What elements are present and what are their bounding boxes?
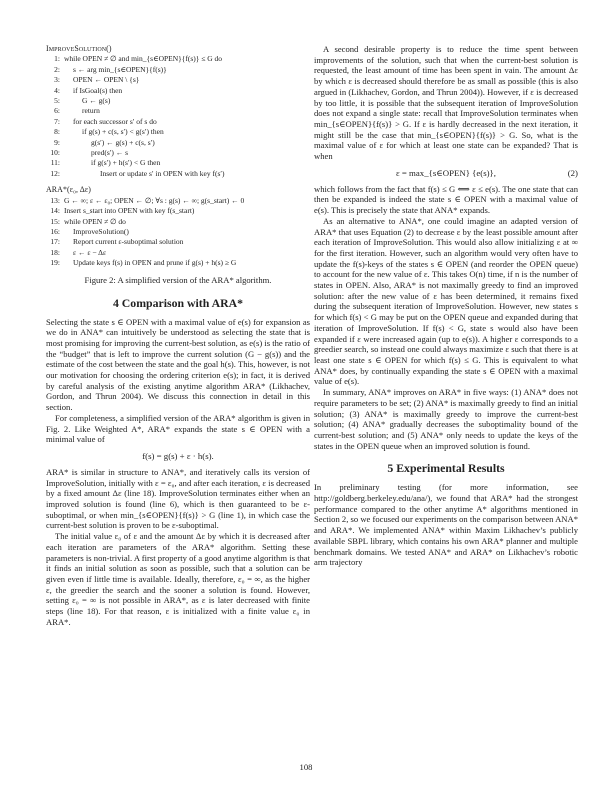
algorithm-line bbox=[46, 237, 310, 247]
line-number: 4: bbox=[54, 85, 60, 95]
line-text: while OPEN ≠ ∅ do bbox=[64, 216, 126, 226]
line-number: 17: bbox=[50, 237, 60, 247]
paragraph: In summary, ANA* improves on ARA* in five ways: (1) ANA* does not require parameters to be set; (2) ANA* is maximally greedy to find an initial solution; (3) ANA* is maximally greedy to improve the current-best solution; (4) ANA* gradually decreases the suboptimality bound of the current-best solution; and (5) ANA* only needs to update the keys of the states in the OPEN queue when an improved solution is found. bbox=[314, 387, 578, 451]
line-text: if g(s) + c(s, s′) < g(s′) then bbox=[82, 127, 164, 137]
section-title-comparison: 4 Comparison with ARA* bbox=[112, 295, 244, 310]
algorithm-line bbox=[46, 169, 310, 179]
line-text: Update keys f(s) in OPEN and prune if g(s) + h(s) ≥ G bbox=[73, 258, 237, 268]
line-text: while OPEN ≠ ∅ and min_{s∈OPEN}{f(s)} ≤ G do bbox=[64, 54, 223, 64]
line-text: ImproveSolution() bbox=[73, 226, 129, 236]
algorithm-line bbox=[46, 258, 310, 268]
line-text: pred(s′) ← s bbox=[91, 148, 129, 158]
algorithm-line bbox=[46, 117, 310, 127]
line-number: 5: bbox=[54, 96, 60, 106]
left-column bbox=[46, 44, 310, 628]
section-title-experimental: 5 Experimental Results bbox=[387, 461, 505, 476]
improve-solution-title: ImproveSolution() bbox=[46, 44, 112, 53]
algorithm-line bbox=[46, 206, 310, 216]
line-text: for each successor s′ of s do bbox=[73, 116, 157, 126]
line-number: 7: bbox=[54, 116, 60, 126]
line-number: 14: bbox=[50, 206, 60, 216]
line-number: 1: bbox=[54, 54, 60, 64]
equation-f: f(s) = g(s) + ε · h(s). bbox=[142, 450, 214, 461]
line-number: 18: bbox=[50, 247, 60, 257]
line-number: 15: bbox=[50, 216, 60, 226]
line-text: G ← ∞; ε ← ε₀; OPEN ← ∅; ∀s : g(s) ← ∞; g(s_start) ← 0 bbox=[64, 195, 245, 205]
line-number: 3: bbox=[54, 75, 60, 85]
line-number: 10: bbox=[50, 148, 60, 158]
algorithm-line bbox=[46, 65, 310, 75]
line-text: s ← arg min_{s∈OPEN}{f(s)} bbox=[73, 64, 167, 74]
line-number: 19: bbox=[50, 258, 60, 268]
paragraph: which follows from the fact that f(s) ≤ G ⟺ ε ≤ e(s). The one state that can then be expanded is indeed the state s ∈ OPEN with a maximal value of e(s). This is precisely the state that ANA* expands. bbox=[314, 183, 578, 216]
ara-lines bbox=[46, 196, 310, 269]
algorithm-line bbox=[46, 54, 310, 64]
algorithm-line bbox=[46, 127, 310, 137]
algorithm-line bbox=[46, 196, 310, 206]
line-text: if g(s′) + h(s′) < G then bbox=[91, 158, 161, 168]
line-number: 2: bbox=[54, 64, 60, 74]
algorithm-line bbox=[46, 138, 310, 148]
algorithm-line bbox=[46, 106, 310, 116]
improve-solution-lines bbox=[46, 54, 310, 179]
equation-number: (2) bbox=[567, 167, 578, 178]
algorithm-line bbox=[46, 248, 310, 258]
line-text: Insert or update s′ in OPEN with key f(s′) bbox=[100, 168, 225, 178]
line-number: 16: bbox=[50, 226, 60, 236]
line-text: if IsGoal(s) then bbox=[73, 85, 123, 95]
paragraph: The initial value ε₀ of ε and the amount Δε by which it is decreased after each iteration are parameters of the ARA* algorithm. Setting these parameters is non-trivial. A first property of a good anytime algorithm is that it finds an initial solution as soon as possible, such that a solution can be given even if little time is available. Ideally, therefore, ε₀ = ∞, as the higher ε, the greedier the search and the sooner a solution is found. However, setting ε₀ = ∞ is not possible in ARA*, as ε is later decreased with finite steps (line 18). For that reason, ε is initialized with a finite value ε₀ in ARA*. bbox=[46, 531, 310, 627]
algorithm-line bbox=[46, 148, 310, 158]
paragraph: A second desirable property is to reduce the time spent between improvements of the solution, such that when the current-best solution is requested, the least amount of time has been spent in vain. The amount Δε by which ε is decreased should therefore be as small as possible (this is also argued in (Likhachev, Gordon, and Thrun 2004)). However, if ε is decreased by too little, it is possible that the subsequent iteration of ImproveSolution does not expand a single state: recall that ImproveSolution terminates when min_{s∈OPEN}{f(s)} > G. If ε is hardly decreased in the next iteration, it might still be the case that min_{s∈OPEN}{f(s)} > G. So, what is the maximal value of ε for which at least one state can be expanded? That is when bbox=[314, 44, 578, 162]
paragraph: As an alternative to ANA*, one could imagine an adapted version of ARA* that uses Equation (2) to decrease ε by the least possible amount after each iteration of ImproveSolution. This would also allow initializing ε at ∞ for the first iteration. However, such an algorithm would very often have to update the f(s)-keys of the states s ∈ OPEN (and reorder the OPEN queue) to account for the new value of ε. This takes O(n) time, if n is the number of states in OPEN. Also, ARA* is not maximally greedy to find an improved solution: after the new value of ε has been determined, it remains fixed during the subsequent iteration of ImproveSolution. However, new states s for which f(s) < G may be put on the OPEN queue and expanded during that iteration of ImproveSolution. If f(s) < G, state s would also have been expanded if ε were increased again (up to e(s)). A higher ε corresponds to a greedier search, so instead one could always maximize ε such that there is at least one state s ∈ OPEN for which f(s) ≤ G. This is equivalent to what ANA* does, by continually expanding the state s ∈ OPEN with a maximal value of e(s). bbox=[314, 215, 578, 387]
line-text: g(s′) ← g(s) + c(s, s′) bbox=[91, 137, 155, 147]
line-number: 6: bbox=[54, 106, 60, 116]
algorithm-line bbox=[46, 75, 310, 85]
equation-2 bbox=[314, 167, 578, 179]
line-number: 8: bbox=[54, 127, 60, 137]
line-text: return bbox=[82, 106, 100, 116]
line-text: G ← g(s) bbox=[82, 96, 111, 106]
algorithm-line bbox=[46, 86, 310, 96]
algorithm-listing bbox=[46, 44, 310, 269]
paragraph: ARA* is similar in structure to ANA*, and iteratively calls its version of ImproveSolution, initially with ε = ε₀, and after each iteration, ε is decreased by a fixed amount Δε (line 18). ImproveSolution terminates either when an improved solution is found (line 6), which is then guaranteed to be ε-suboptimal, or when min_{s∈OPEN}{f(s)} > G (line 1), in which case the current-best solution is proven to be ε-suboptimal. bbox=[46, 466, 310, 531]
paragraph: In preliminary testing (for more information, see http://goldberg.berkeley.edu/ana/), we found that ARA* had the strongest performance compared to the other anytime A* algorithms mentioned in Section 2, so we focused our experiments on the comparison between ANA* and ARA*. We implemented ANA* within Maxim Likhachev’s publicly available SBPL library, which contains his own ARA* planner and multiple benchmark domains. We tested ANA* and ARA* on Likhachev’s robotic arm trajectory bbox=[314, 482, 578, 568]
line-text: ε ← ε − Δε bbox=[73, 247, 107, 257]
algorithm-line bbox=[46, 227, 310, 237]
paragraph: Selecting the state s ∈ OPEN with a maximal value of e(s) for expansion as we do in ANA* can intuitively be understood as selecting the state that is most promising for improving the current-best solution, as e(s) is the ratio of the “budget” that is left to improve the current solution (G − g(s)) and the estimate of the cost between the state and the goal h(s). This, however, is not our motivation for choosing the ordering criterion e(s); in fact, it is derived by careful analysis of the existing anytime algorithm ARA* (Likhachev, Gordon, and Thrun 2004). We discuss this connection in detail in this section. bbox=[46, 316, 310, 413]
line-number: 13: bbox=[50, 195, 60, 205]
line-text: Insert s_start into OPEN with key f(s_start) bbox=[64, 206, 195, 216]
line-number: 9: bbox=[54, 137, 60, 147]
ara-title: ARA*(ε₀, Δε) bbox=[46, 185, 92, 195]
line-number: 12: bbox=[50, 168, 60, 178]
algorithm-line bbox=[46, 96, 310, 106]
algorithm-line bbox=[46, 217, 310, 227]
right-column bbox=[314, 44, 578, 568]
line-number: 11: bbox=[50, 158, 60, 168]
line-text: OPEN ← OPEN \ {s} bbox=[73, 75, 140, 85]
figure-caption: Figure 2: A simplified version of the ARA* algorithm. bbox=[84, 274, 272, 285]
page-number: 108 bbox=[299, 762, 313, 772]
paragraph: For completeness, a simplified version of the ARA* algorithm is given in Fig. 2. Like Weighted A*, ARA* expands the state s ∈ OPEN with a minimal value of bbox=[46, 412, 310, 445]
algorithm-line bbox=[46, 158, 310, 168]
line-text: Report current ε-suboptimal solution bbox=[73, 237, 184, 247]
equation-2-body: ε = max_{s∈OPEN} {e(s)}, bbox=[396, 167, 496, 178]
